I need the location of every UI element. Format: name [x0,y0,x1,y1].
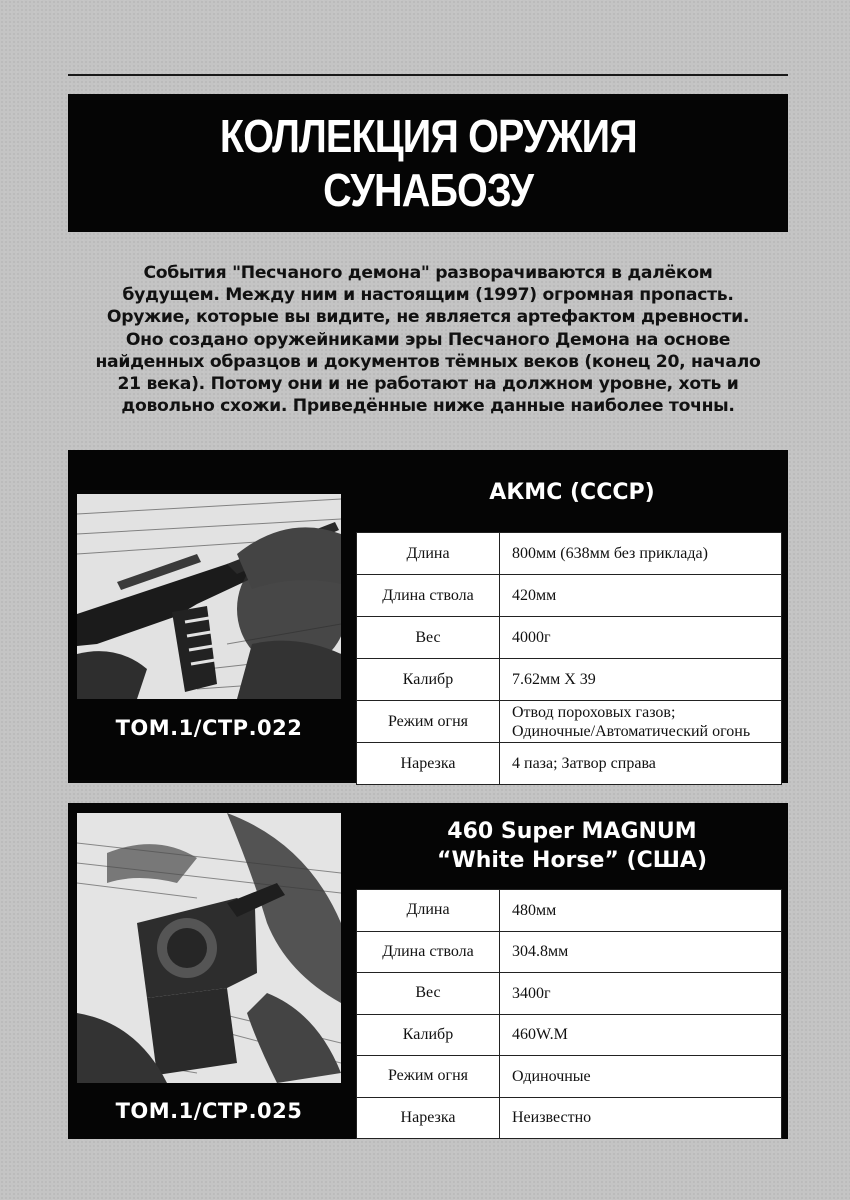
spec-label: Длина [357,533,500,575]
intro-line: довольно схожи. Приведённые ниже данные наиболее точны. [121,396,735,417]
page-title-line-2: СУНАБОЗУ [322,164,533,216]
intro-line: 21 века). Потому они и не работают на должном уровне, хоть и [117,374,739,395]
spec-label: Режим огня [357,1056,500,1098]
table-row [357,973,782,1015]
volume-page-label: ТОМ.1/СТР.025 [115,1099,303,1123]
spec-label: Нарезка [357,743,500,785]
table-row [357,743,782,785]
table-row [357,701,782,743]
rifle-illustration-icon [77,494,341,699]
spec-label: Нарезка [357,1097,500,1139]
rifle-illustration [77,494,341,699]
table-row [357,1097,782,1139]
specs-table [356,532,782,785]
spec-value [500,701,782,743]
table-row [357,931,782,973]
intro-line: События "Песчаного демона" разворачиваются в далёком [143,263,713,283]
spec-value: 7.62мм Х 39 [500,659,782,701]
weapon-name-line: АКМС (СССР) [489,480,655,505]
table-row [357,575,782,617]
spec-value: 304.8мм [500,931,782,973]
specs-table [356,889,782,1139]
intro-line: найденных образцов и документов тёмных веков (конец 20, начало [95,351,761,372]
spec-label: Режим огня [357,701,500,743]
spec-label: Калибр [357,659,500,701]
title-box [68,94,788,232]
spec-value: 420мм [500,575,782,617]
revolver-illustration [77,813,341,1083]
spec-value: 800мм (638мм без приклада) [500,533,782,575]
spec-value: Неизвестно [500,1097,782,1139]
spec-value: Одиночные [500,1056,782,1098]
spec-value-line: Одиночные/Автоматический огонь [512,722,751,740]
table-row [357,659,782,701]
weapon-panel-magnum [68,803,788,1139]
table-row [357,890,782,932]
volume-page-label: ТОМ.1/СТР.022 [115,716,303,740]
spec-label: Длина [357,890,500,932]
table-row [357,533,782,575]
table-row [357,617,782,659]
weapon-name-line: “White Horse” (США) [437,848,707,873]
spec-label: Вес [357,617,500,659]
spec-value: 480мм [500,890,782,932]
page-title-line-1: КОЛЛЕКЦИЯ ОРУЖИЯ [219,110,637,162]
table-row [357,1056,782,1098]
intro-line: Оружие, которые вы видите, не является артефактом древности. [106,307,750,328]
weapon-name [356,817,788,875]
intro-paragraph [76,262,780,417]
revolver-illustration-icon [77,813,341,1083]
weapon-name [356,478,788,507]
spec-value: 460W.M [500,1014,782,1056]
spec-label: Длина ствола [357,931,500,973]
top-rule [68,74,788,76]
spec-label: Калибр [357,1014,500,1056]
table-row [357,1014,782,1056]
spec-value: 3400г [500,973,782,1015]
weapon-name-line: 460 Super MAGNUM [447,819,697,844]
spec-value: 4 паза; Затвор справа [500,743,782,785]
spec-value-line: Отвод пороховых газов; [512,703,676,721]
intro-line: будущем. Между ним и настоящим (1997) огромная пропасть. [122,285,734,306]
weapon-panel-akms [68,450,788,783]
spec-value: 4000г [500,617,782,659]
intro-line: Оно создано оружейниками эры Песчаного Демона на основе [125,329,731,350]
spec-label: Длина ствола [357,575,500,617]
spec-label: Вес [357,973,500,1015]
